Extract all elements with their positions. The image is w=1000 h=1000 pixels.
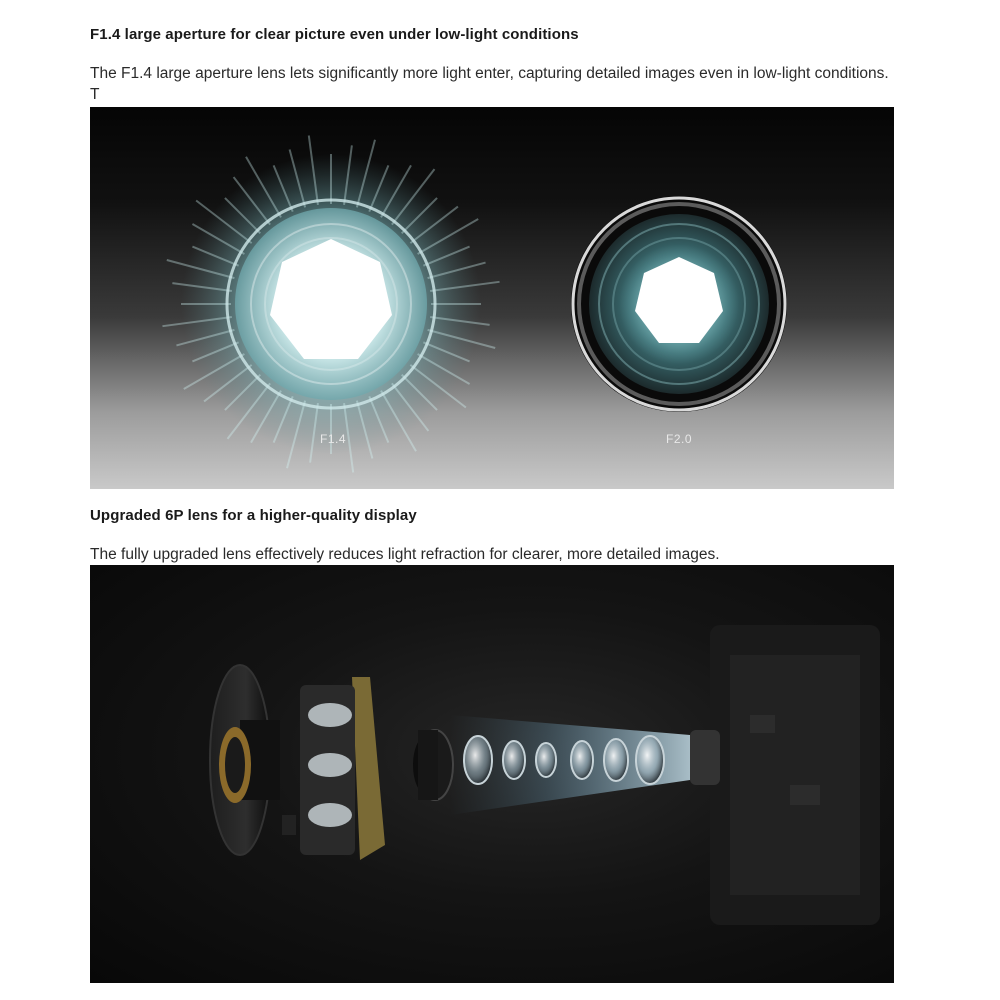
aperture-label-f20: F2.0 bbox=[666, 432, 693, 446]
lens-f14 bbox=[162, 135, 499, 472]
aperture-comparison-image bbox=[90, 107, 894, 489]
aperture-comparison-graphic bbox=[90, 107, 894, 489]
section-body-lens: The fully upgraded lens effectively reduces light refraction for clearer, more detailed images. bbox=[90, 546, 720, 563]
front-cover bbox=[210, 665, 280, 855]
section-heading-lens: Upgraded 6P lens for a higher-quality display bbox=[90, 507, 417, 524]
camera-sensor-board bbox=[690, 625, 880, 925]
section-heading-aperture: F1.4 large aperture for clear picture even under low-light conditions bbox=[90, 26, 579, 43]
ir-led-board bbox=[282, 677, 385, 860]
lens-barrel bbox=[413, 730, 453, 800]
lens-f20 bbox=[571, 196, 787, 412]
lens-exploded-graphic bbox=[90, 565, 894, 983]
aperture-label-f14: F1.4 bbox=[320, 432, 347, 446]
lens-exploded-image bbox=[90, 565, 894, 983]
section-body-aperture: The F1.4 large aperture lens lets significantly more light enter, capturing detailed images even in low-light conditions. T bbox=[90, 65, 889, 103]
